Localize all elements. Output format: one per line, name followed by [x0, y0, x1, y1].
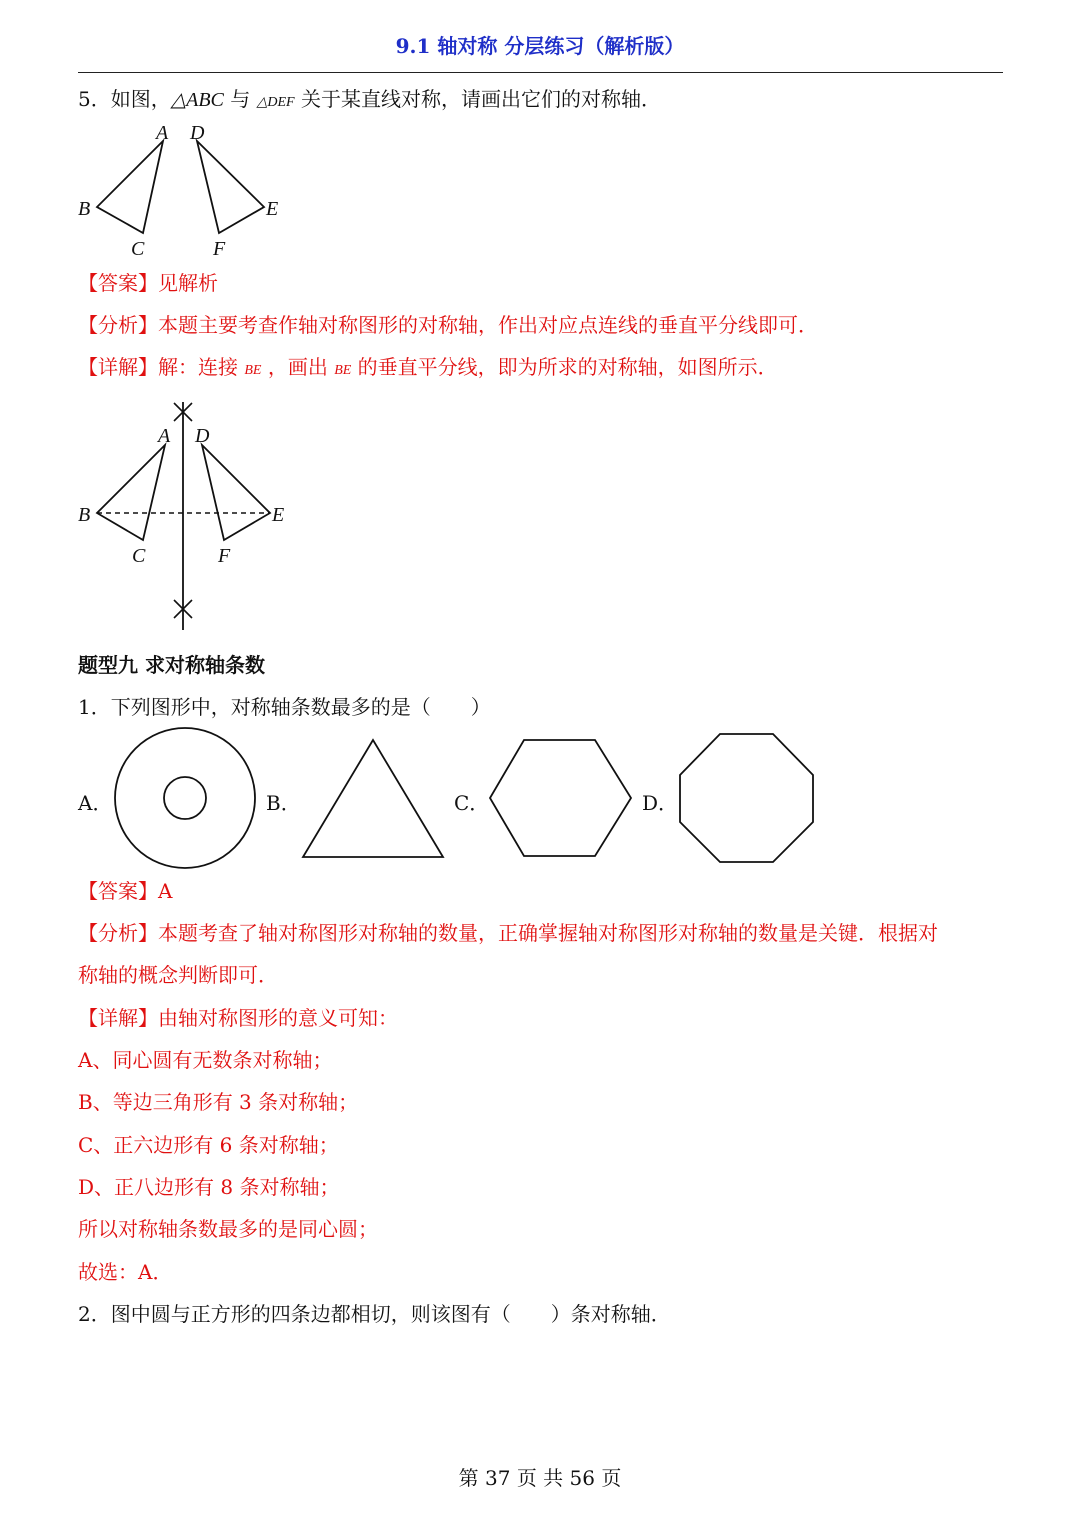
q5-analysis-label: 【分析】: [78, 313, 158, 337]
label-d: D: [190, 122, 205, 144]
q5-detail-part1: 解：连接: [158, 355, 245, 379]
regular-octagon: [680, 734, 813, 862]
q5-detail-be2: BE: [334, 363, 352, 378]
label-a: A: [156, 122, 169, 144]
q1-analysis-label: 【分析】: [78, 921, 158, 945]
solution-label-c: C: [132, 545, 146, 567]
solution-label-d: D: [195, 425, 210, 447]
solution-label-e: E: [272, 504, 285, 526]
q1-answer-label: 【答案】: [78, 879, 158, 903]
concentric-circle-outer: [115, 728, 255, 868]
solution-label-b: B: [78, 504, 91, 526]
q5-answer-label: 【答案】: [78, 271, 158, 295]
q5-detail-be1: BE: [244, 363, 262, 378]
q1-detail-item-c: C、正六边形有 6 条对称轴；: [78, 1133, 339, 1157]
page-footer: 第 37 页 共 56 页: [458, 1466, 622, 1490]
q1-option-a-label: A．: [78, 791, 113, 815]
q1-analysis-line-1: [78, 920, 938, 946]
q1-option-c-label: C．: [454, 791, 490, 815]
q5-text-after: 关于某直线对称，请画出它们的对称轴．: [294, 87, 661, 111]
q1-detail-item-b: B、等边三角形有 3 条对称轴；: [78, 1090, 359, 1114]
q1-conclusion: 所以对称轴条数最多的是同心圆；: [78, 1217, 378, 1241]
q5-text-before: 如图，: [110, 87, 171, 111]
q1-detail-label: 【详解】: [78, 1006, 158, 1030]
q1-answer: [78, 878, 172, 904]
regular-hexagon: [490, 740, 631, 856]
equilateral-triangle: [303, 740, 443, 857]
q5-analysis-text: 本题主要考查作轴对称图形的对称轴，作出对应点连线的垂直平分线即可．: [158, 313, 818, 337]
q1-answer-text: A: [158, 879, 173, 903]
q1-analysis-line-2: 称轴的概念判断即可．: [78, 963, 278, 987]
q1-detail-text: 由轴对称图形的意义可知：: [158, 1006, 398, 1030]
label-c: C: [131, 238, 145, 260]
q1-final-choice: 故选：A．: [78, 1260, 173, 1284]
q5-detail-part2: ，画出: [261, 355, 335, 379]
q5-answer-text: 见解析: [158, 271, 218, 295]
page-header-title: 9.1 轴对称 分层练习（解析版）: [395, 34, 685, 58]
solution-label-f: F: [218, 545, 231, 567]
q5-detail-part3: 的垂直平分线，即为所求的对称轴，如图所示．: [351, 355, 778, 379]
q2-stem: 2．图中圆与正方形的四条边都相切，则该图有（ ）条对称轴．: [78, 1302, 671, 1326]
q5-detail-label: 【详解】: [78, 355, 158, 379]
label-b: B: [78, 198, 91, 220]
q5-number: 5．: [78, 87, 111, 111]
label-f: F: [213, 238, 226, 260]
q5-text-mid: 与: [223, 87, 257, 111]
section-title: 题型九 求对称轴条数: [78, 653, 265, 677]
concentric-circle-inner: [164, 777, 206, 819]
q1-detail: [78, 1005, 398, 1031]
label-e: E: [266, 198, 279, 220]
q5-triangle-abc: △ABC: [170, 89, 224, 111]
q1-stem: 1．下列图形中，对称轴条数最多的是（ ）: [78, 695, 491, 719]
q1-detail-item-d: D、正八边形有 8 条对称轴；: [78, 1175, 340, 1199]
solution-label-a: A: [158, 425, 171, 447]
q1-option-d-label: D．: [642, 791, 679, 815]
q1-detail-item-a: A、同心圆有无数条对称轴；: [78, 1048, 333, 1072]
q5-triangle-def: △DEF: [256, 95, 295, 110]
q1-analysis-text-1: 本题考查了轴对称图形对称轴的数量，正确掌握轴对称图形对称轴的数量是关键．根据对: [158, 921, 938, 945]
q1-option-b-label: B．: [266, 791, 301, 815]
